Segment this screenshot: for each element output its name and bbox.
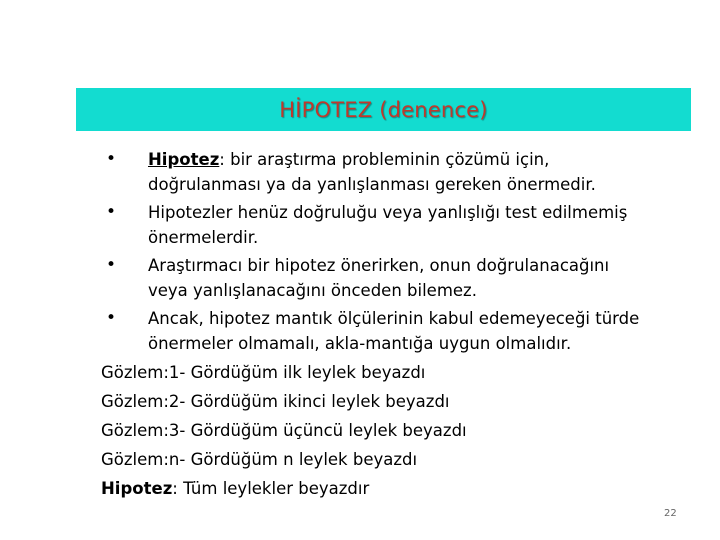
page-number: 22 (664, 508, 677, 519)
bullet-line: Ancak, hipotez mantık ölçülerinin kabul edemeyeceği türde (148, 309, 640, 328)
observation-line: Gözlem:1- Gördüğüm ilk leylek beyazdı (101, 363, 426, 382)
bullet-line: : bir araştırma probleminin çözümü için, (219, 150, 550, 169)
bullet-line: doğrulanması ya da yanlışlanması gereken önermedir. (148, 175, 596, 194)
title-bar (76, 88, 691, 131)
slide-title: HİPOTEZ (denence) (279, 97, 488, 122)
observation-line: Gözlem:3- Gördüğüm üçüncü leylek beyazdı (101, 421, 467, 440)
observation-line: Gözlem:n- Gördüğüm n leylek beyazdı (101, 450, 418, 469)
bullet-icon: • (106, 308, 117, 328)
bullet-icon: • (106, 202, 117, 222)
bullet-icon: • (106, 149, 117, 169)
hypothesis-label: Hipotez (101, 479, 173, 498)
hypothesis-term: Hipotez (148, 150, 220, 169)
bullet-line: veya yanlışlanacağını önceden bilemez. (148, 281, 477, 300)
bullet-line: Hipotezler henüz doğruluğu veya yanlışlığı test edilmemiş (148, 203, 628, 222)
hypothesis-conclusion (101, 476, 369, 501)
observation-line: Gözlem:2- Gördüğüm ikinci leylek beyazdı (101, 392, 450, 411)
bullet-text (148, 147, 708, 172)
bullet-icon: • (106, 255, 117, 275)
bullet-line: önermelerdir. (148, 228, 259, 247)
bullet-line: Araştırmacı bir hipotez önerirken, onun doğrulanacağını (148, 256, 610, 275)
hypothesis-text: : Tüm leylekler beyazdır (172, 479, 370, 498)
bullet-line: önermeler olmamalı, akla-mantığa uygun olmalıdır. (148, 334, 572, 353)
